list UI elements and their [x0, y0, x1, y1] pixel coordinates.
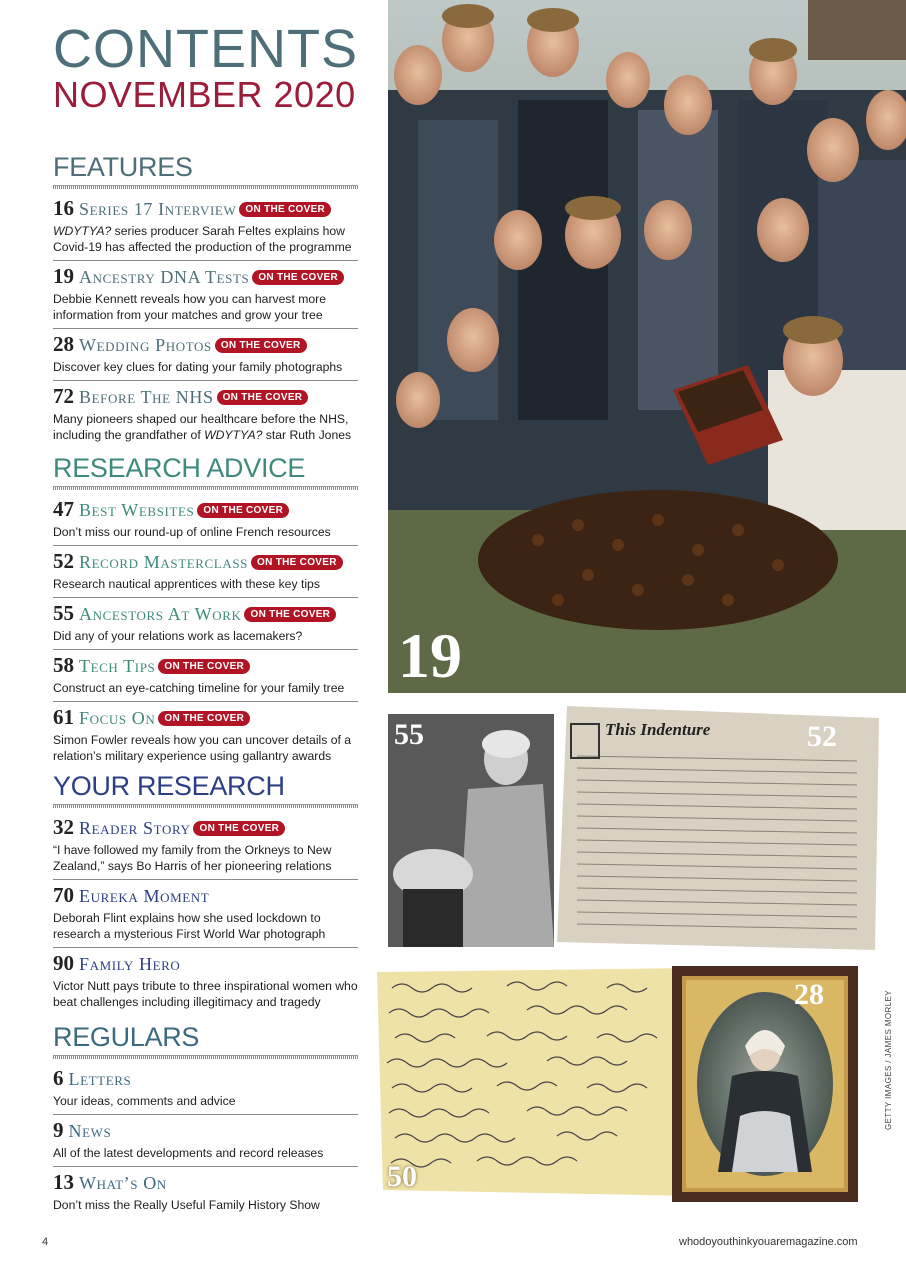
page-number: 70 — [53, 883, 74, 907]
entry-description: All of the latest developments and record releases — [53, 1146, 324, 1160]
entry-description: WDYTYA? series producer Sarah Feltes explains how Covid-19 has affected the production of the programme — [53, 224, 352, 254]
entry-description: Deborah Flint explains how she used lockdown to research a mysterious First World War photograph — [53, 911, 326, 941]
handwritten-letter[interactable] — [377, 968, 697, 1196]
entry-title: Before The NHS — [79, 387, 214, 407]
contents-entry[interactable] — [53, 880, 358, 948]
on-the-cover-badge: ON THE COVER — [158, 659, 250, 674]
page-title: CONTENTS — [53, 19, 358, 79]
on-the-cover-badge: ON THE COVER — [251, 555, 343, 570]
entry-title: Best Websites — [79, 500, 195, 520]
contents-entry[interactable] — [53, 598, 358, 650]
page-number-label: 52 — [807, 720, 837, 753]
entry-description: “I have followed my family from the Orkneys to New Zealand,” says Bo Harris of her pioneering relations — [53, 843, 332, 873]
section-rule — [53, 185, 358, 189]
entry-description: Victor Nutt pays tribute to three inspirational women who beat challenges including illegitimacy and tragedy — [53, 979, 358, 1009]
lacemaker-photo[interactable] — [388, 714, 554, 947]
contents-entry[interactable] — [53, 1115, 358, 1167]
entry-title: Ancestors At Work — [79, 604, 242, 624]
entry-title: Eureka Moment — [79, 886, 210, 906]
on-the-cover-badge: ON THE COVER — [215, 338, 307, 353]
main-photo-boys-conkers[interactable] — [388, 0, 906, 693]
entry-description: Many pioneers shaped our healthcare before the NHS, including the grandfather of WDYTYA? star Ruth Jones — [53, 412, 352, 442]
page-number: 90 — [53, 951, 74, 975]
page-number: 28 — [53, 332, 74, 356]
section-rule — [53, 486, 358, 490]
entry-title: Record Masterclass — [79, 552, 249, 572]
entry-title: Tech Tips — [79, 656, 156, 676]
on-the-cover-badge: ON THE COVER — [239, 202, 331, 217]
issue-date: NOVEMBER 2020 — [53, 74, 356, 115]
contents-entry[interactable] — [53, 329, 358, 381]
contents-entry[interactable] — [53, 948, 358, 1015]
page-number: 16 — [53, 196, 74, 220]
on-the-cover-badge: ON THE COVER — [197, 503, 289, 518]
page-number-label: 50 — [387, 1160, 417, 1193]
page-number-label: 19 — [398, 620, 462, 691]
entry-title: News — [68, 1121, 112, 1141]
page-number-label: 55 — [394, 718, 424, 751]
on-the-cover-badge: ON THE COVER — [217, 390, 309, 405]
section-regulars — [53, 1022, 358, 1218]
entry-description: Debbie Kennett reveals how you can harvest more information from your matches and grow your tree — [53, 292, 327, 322]
page-number: 61 — [53, 705, 74, 729]
contents-entry[interactable] — [53, 1167, 358, 1218]
contents-entry[interactable] — [53, 494, 358, 546]
entry-description: Construct an eye-catching timeline for your family tree — [53, 681, 345, 695]
document-heading: This Indenture — [605, 720, 711, 739]
page-number: 6 — [53, 1066, 64, 1090]
section-research-advice — [53, 453, 358, 769]
entry-description: Don’t miss the Really Useful Family History Show — [53, 1198, 320, 1212]
page-number: 72 — [53, 384, 74, 408]
page-number: 32 — [53, 815, 74, 839]
contents-entry[interactable] — [53, 193, 358, 261]
contents-entry[interactable] — [53, 261, 358, 329]
entry-description: Simon Fowler reveals how you can uncover details of a relation’s military experience using gallantry awards — [53, 733, 352, 763]
photo-illustration — [377, 968, 697, 1196]
entry-description: Your ideas, comments and advice — [53, 1094, 236, 1108]
contents-entry[interactable] — [53, 1063, 358, 1115]
contents-entry[interactable] — [53, 650, 358, 702]
section-features — [53, 152, 358, 448]
photo-illustration — [672, 966, 858, 1202]
entry-title: What’s On — [79, 1173, 167, 1193]
contents-entry[interactable] — [53, 546, 358, 598]
entry-description: Did any of your relations work as lacemakers? — [53, 629, 303, 643]
entry-description: Research nautical apprentices with these key tips — [53, 577, 320, 591]
section-heading: REGULARS — [53, 1022, 200, 1052]
section-heading: RESEARCH ADVICE — [53, 453, 306, 483]
section-rule — [53, 804, 358, 808]
entry-title: Ancestry DNA Tests — [79, 267, 250, 287]
section-heading: FEATURES — [53, 152, 193, 182]
entry-description: Don’t miss our round-up of online French resources — [53, 525, 331, 539]
page-number: 55 — [53, 601, 74, 625]
page-number: 47 — [53, 497, 74, 521]
page-number: 58 — [53, 653, 74, 677]
contents-entry[interactable] — [53, 381, 358, 448]
website-url[interactable]: whodoyouthinkyouaremagazine.com — [679, 1236, 858, 1248]
entry-title: Wedding Photos — [79, 335, 212, 355]
contents-entry[interactable] — [53, 812, 358, 880]
entry-title: Letters — [68, 1069, 132, 1089]
page-number: 19 — [53, 264, 74, 288]
entry-title: Focus On — [79, 708, 156, 728]
on-the-cover-badge: ON THE COVER — [244, 607, 336, 622]
page-number: 52 — [53, 549, 74, 573]
on-the-cover-badge: ON THE COVER — [158, 711, 250, 726]
section-heading: YOUR RESEARCH — [53, 771, 285, 801]
entry-description: Discover key clues for dating your family photographs — [53, 360, 343, 374]
on-the-cover-badge: ON THE COVER — [193, 821, 285, 836]
photo-illustration — [388, 0, 906, 693]
page-number-label: 28 — [794, 978, 824, 1011]
indenture-document[interactable] — [557, 706, 879, 950]
section-your-research — [53, 771, 358, 1015]
section-rule — [53, 1055, 358, 1059]
entry-title: Family Hero — [79, 954, 181, 974]
victorian-portrait-photo[interactable] — [672, 966, 858, 1202]
entry-title: Series 17 Interview — [79, 199, 237, 219]
on-the-cover-badge: ON THE COVER — [252, 270, 344, 285]
page-number: 13 — [53, 1170, 74, 1194]
entry-title: Reader Story — [79, 818, 191, 838]
photo-credit: GETTY IMAGES / JAMES MORLEY — [884, 989, 893, 1130]
page-number-footer: 4 — [42, 1236, 49, 1248]
contents-entry[interactable] — [53, 702, 358, 769]
page-number: 9 — [53, 1118, 64, 1142]
